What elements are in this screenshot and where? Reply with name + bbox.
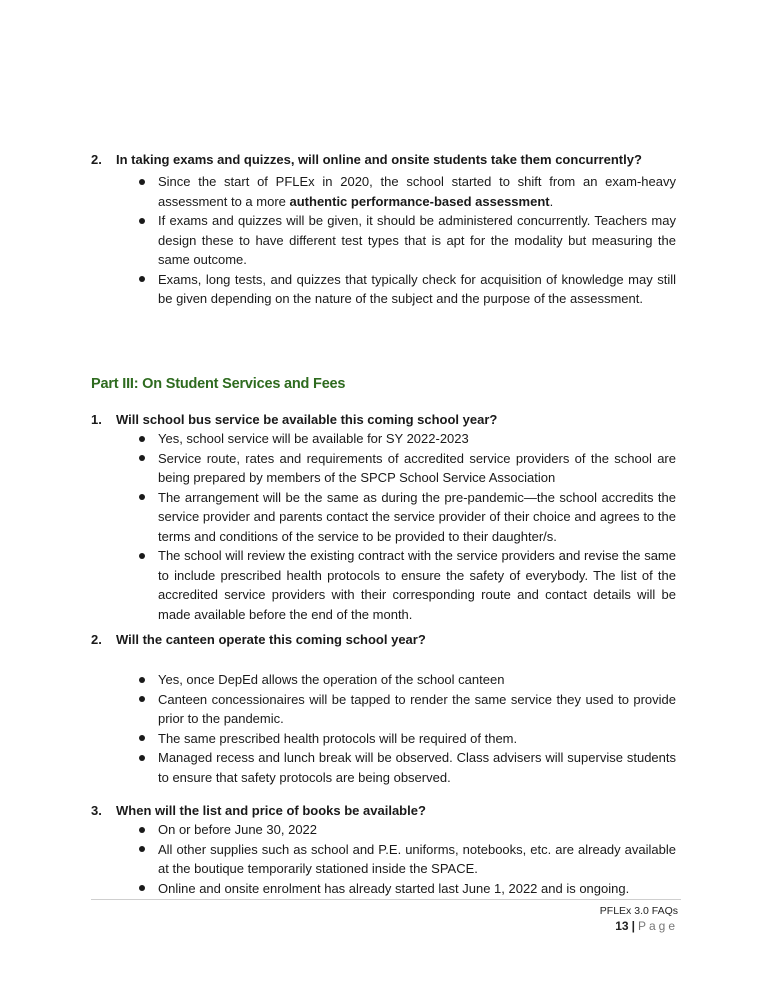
bullet-text: Since the start of PFLEx in 2020, the school started to shift from an exam-heavy assessment to a more xyxy=(158,174,676,209)
page-number: 13 xyxy=(615,919,629,933)
question-text: When will the list and price of books be available? xyxy=(116,803,426,818)
footer-title: PFLEx 3.0 FAQs xyxy=(599,905,678,917)
footer-divider xyxy=(91,899,681,900)
list-item: The school will review the existing contract with the service providers and revise the same to include prescribed health protocols to ensure the safety of everybody. The list of the accredited service providers with their corresponding route and contact details will be made available before the end of the month. xyxy=(138,546,676,624)
section-heading: Part III: On Student Services and Fees xyxy=(91,376,346,392)
list-item: Online and onsite enrolment has already started last June 1, 2022 and is ongoing. xyxy=(138,879,676,899)
page-label: Page xyxy=(637,919,678,933)
answer-list-exams xyxy=(138,172,676,309)
question-books xyxy=(91,801,691,820)
question-canteen xyxy=(91,630,691,649)
question-text: Will the canteen operate this coming school year? xyxy=(116,632,426,647)
answer-list-books xyxy=(138,820,676,898)
question-number: 2. xyxy=(91,152,102,167)
page-indicator xyxy=(615,919,678,933)
answer-list-school-bus xyxy=(138,429,676,624)
list-item: On or before June 30, 2022 xyxy=(138,820,676,840)
list-item: Exams, long tests, and quizzes that typically check for acquisition of knowledge may still be given depending on the nature of the subject and the purpose of the assessment. xyxy=(138,270,676,309)
list-item: The same prescribed health protocols will be required of them. xyxy=(138,729,676,749)
list-item: If exams and quizzes will be given, it should be administered concurrently. Teachers may design these to have different test types that is apt for the modality but measuring the same outcome. xyxy=(138,211,676,270)
bullet-text-end: . xyxy=(549,193,554,209)
list-item: Canteen concessionaires will be tapped to render the same service they used to provide prior to the pandemic. xyxy=(138,690,676,729)
page-separator: | xyxy=(631,919,635,933)
list-item: Yes, school service will be available for SY 2022-2023 xyxy=(138,429,676,449)
list-item: The arrangement will be the same as during the pre-pandemic—the school accredits the service provider and parents contact the service provider of their choice and agrees to the terms and conditions of the service to be provided to their daughter/s. xyxy=(138,488,676,547)
list-item: Service route, rates and requirements of accredited service providers of the school are being prepared by members of the SPCP School Service Association xyxy=(138,449,676,488)
question-school-bus xyxy=(91,410,691,429)
question-text: Will school bus service be available this coming school year? xyxy=(116,412,498,427)
list-item: Yes, once DepEd allows the operation of the school canteen xyxy=(138,670,676,690)
question-text: In taking exams and quizzes, will online and onsite students take them concurrently? xyxy=(116,152,642,167)
bullet-emphasis: authentic performance-based assessment xyxy=(289,193,550,209)
list-item xyxy=(138,172,676,211)
question-exams-concurrently xyxy=(91,150,691,169)
question-number: 3. xyxy=(91,803,102,818)
question-number: 2. xyxy=(91,632,102,647)
list-item: Managed recess and lunch break will be observed. Class advisers will supervise students to ensure that safety protocols are being observed. xyxy=(138,748,676,787)
list-item: All other supplies such as school and P.E. uniforms, notebooks, etc. are already available at the boutique temporarily stationed inside the SPACE. xyxy=(138,840,676,879)
answer-list-canteen xyxy=(138,670,676,787)
question-number: 1. xyxy=(91,412,102,427)
